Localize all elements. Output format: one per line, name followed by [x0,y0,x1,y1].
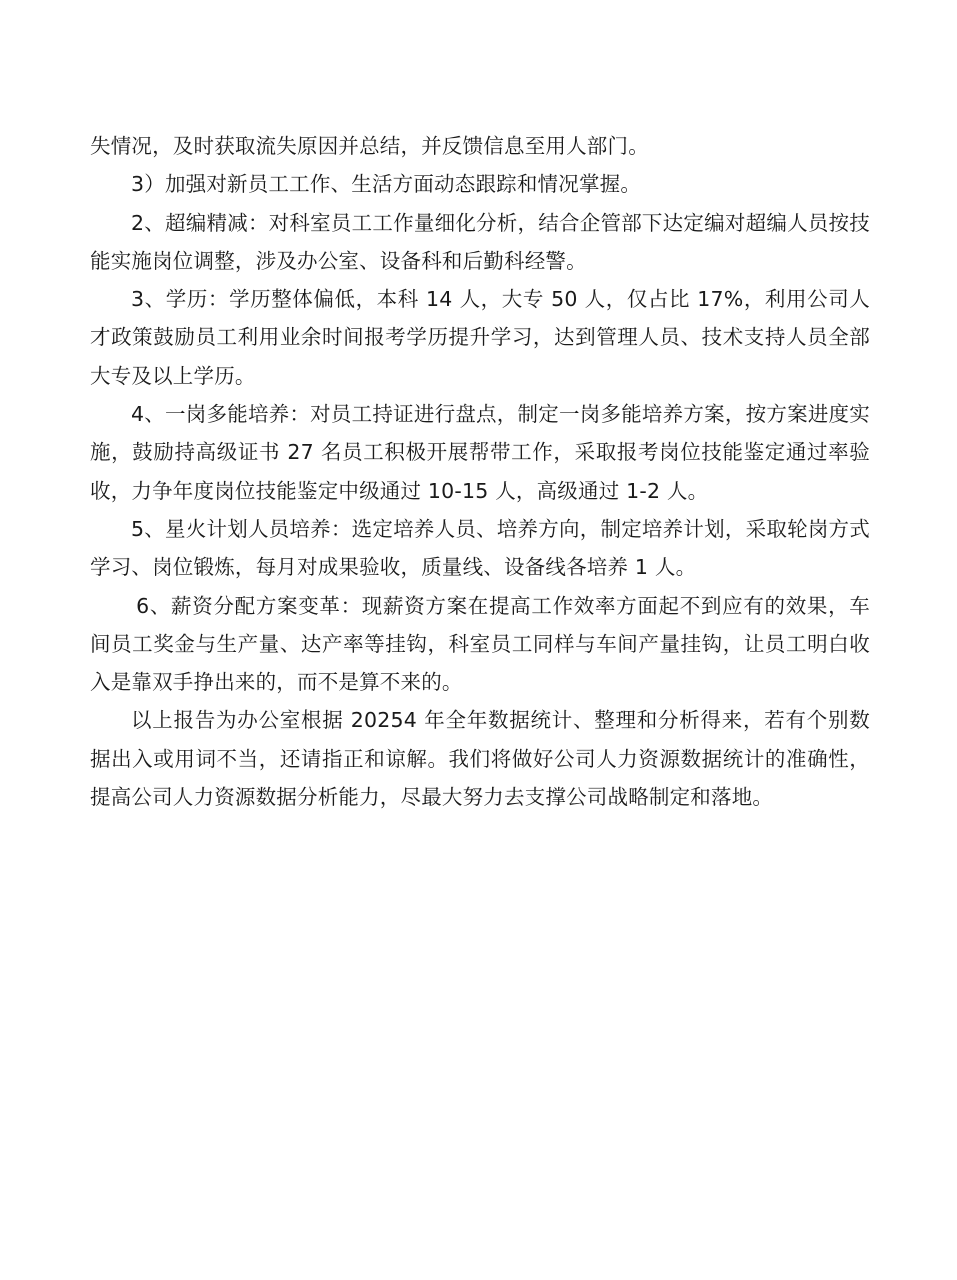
paragraph-education: 3、学历：学历整体偏低，本科 14 人，大专 50 人，仅占比 17%，利用公司人才政策鼓励员工利用业余时间报考学历提升学习，达到管理人员、技术支持人员全部大专及以上学历。 [90,287,870,388]
paragraph-new-employee-tracking: 3）加强对新员工工作、生活方面动态跟踪和情况掌握。 [131,172,642,197]
paragraph-spark-plan-training: 5、星火计划人员培养：选定培养人员、培养方向，制定培养计划，采取轮岗方式学习、岗位锻炼，每月对成果验收，质量线、设备线各培养 1 人。 [90,516,870,580]
paragraph-turnover-continuation: 失情况，及时获取流失原因并总结，并反馈信息至用人部门。 [90,134,649,158]
paragraph-staff-reduction: 2、超编精减：对科室员工工作量细化分析，结合企管部下达定编对超编人员按技能实施岗位调整，涉及办公室、设备科和后勤科经警。 [90,210,870,273]
paragraph-salary-reform: 6、薪资分配方案变革：现薪资方案在提高工作效率方面起不到应有的效果，车间员工奖金与生产量、达产率等挂钩，科室员工同样与车间产量挂钩，让员工明白收入是靠双手挣出来的，而不是算不来的。 [90,593,870,695]
paragraph-multi-skill-training: 4、一岗多能培养：对员工持证进行盘点，制定一岗多能培养方案，按方案进度实施，鼓励持高级证书 27 名员工积极开展帮带工作，采取报考岗位技能鉴定通过率验收，力争年度岗位技能鉴定中级通过 10-15 人，高级通过 1-2 人。 [90,402,870,503]
document-body [90,127,870,816]
paragraph-report-conclusion: 以上报告为办公室根据 20254 年全年数据统计、整理和分析得来，若有个别数据出入或用词不当，还请指正和谅解。我们将做好公司人力资源数据统计的准确性，提高公司人力资源数据分析能力，尽最大努力去支撑公司战略制定和落地。 [90,708,870,810]
